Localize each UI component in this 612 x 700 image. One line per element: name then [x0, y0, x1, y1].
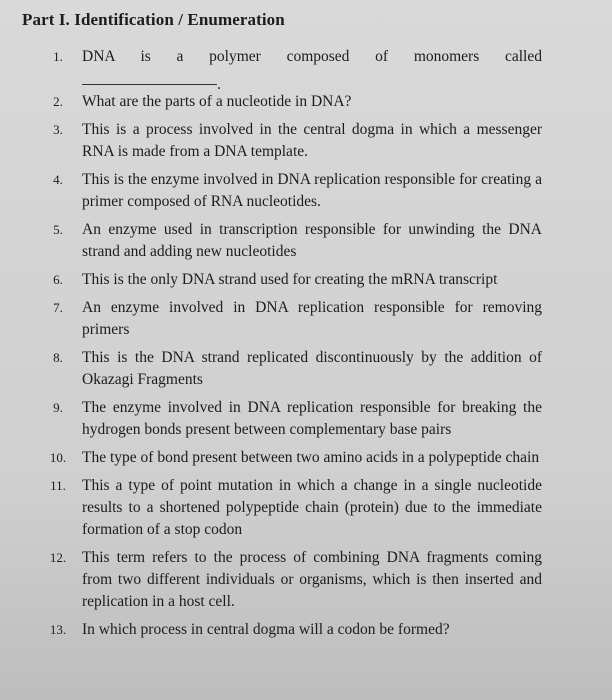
question-item-8 [0, 347, 612, 391]
question-item-7 [0, 297, 612, 341]
question-text: This a type of point mutation in which a change in a single nucleotide results to a shortened polypeptide chain (protein) due to the immediate formation of a stop codon [82, 477, 542, 538]
question-item-2 [0, 91, 612, 113]
section-title: Part I. Identification / Enumeration [22, 10, 285, 29]
question-number: 1. [53, 49, 63, 64]
question-number: 9. [53, 400, 63, 415]
question-text: DNA is a polymer composed of monomers called [82, 48, 542, 65]
question-item-11 [0, 475, 612, 541]
question-number: 13. [49, 622, 67, 637]
question-number: 11. [50, 478, 66, 493]
question-text: This is the only DNA strand used for creating the mRNA transcript [82, 271, 498, 288]
question-item-12 [0, 547, 612, 613]
question-number: 6. [53, 272, 63, 287]
question-text: What are the parts of a nucleotide in DNA? [82, 93, 352, 110]
question-text: This is the enzyme involved in DNA replication responsible for creating a primer composed of RNA nucleotides. [82, 171, 542, 210]
question-text: An enzyme used in transcription responsible for unwinding the DNA strand and adding new nucleotides [82, 221, 542, 260]
question-number: 12. [49, 550, 67, 565]
question-text: In which process in central dogma will a codon be formed? [82, 621, 450, 638]
question-text: This is the DNA strand replicated discontinuously by the addition of Okazagi Fragments [82, 349, 542, 388]
question-text: The type of bond present between two amino acids in a polypeptide chain [82, 449, 540, 466]
question-number: 3. [53, 122, 63, 137]
question-text: The enzyme involved in DNA replication responsible for breaking the hydrogen bonds present between complementary base pairs [82, 399, 542, 438]
question-item-6 [0, 269, 612, 291]
question-number: 5. [53, 222, 63, 237]
question-item-10 [0, 447, 612, 469]
question-text: This term refers to the process of combining DNA fragments coming from two different individuals or organisms, which is then inserted and replication in a host cell. [82, 549, 542, 610]
answer-blank[interactable] [82, 70, 221, 93]
question-list [0, 46, 612, 647]
question-number: 2. [53, 94, 63, 109]
question-item-4 [0, 169, 612, 213]
question-number: 4. [53, 172, 63, 187]
question-number: 10. [49, 450, 67, 465]
question-text: An enzyme involved in DNA replication responsible for removing primers [82, 299, 542, 338]
blank-period: . [217, 76, 221, 93]
question-item-9 [0, 397, 612, 441]
question-item-5 [0, 219, 612, 263]
question-item-13 [0, 619, 612, 641]
question-number: 8. [53, 350, 63, 365]
question-number: 7. [53, 300, 63, 315]
question-item-1 [0, 46, 612, 93]
question-text: This is a process involved in the central dogma in which a messenger RNA is made from a DNA template. [82, 121, 542, 160]
question-item-3 [0, 119, 612, 163]
